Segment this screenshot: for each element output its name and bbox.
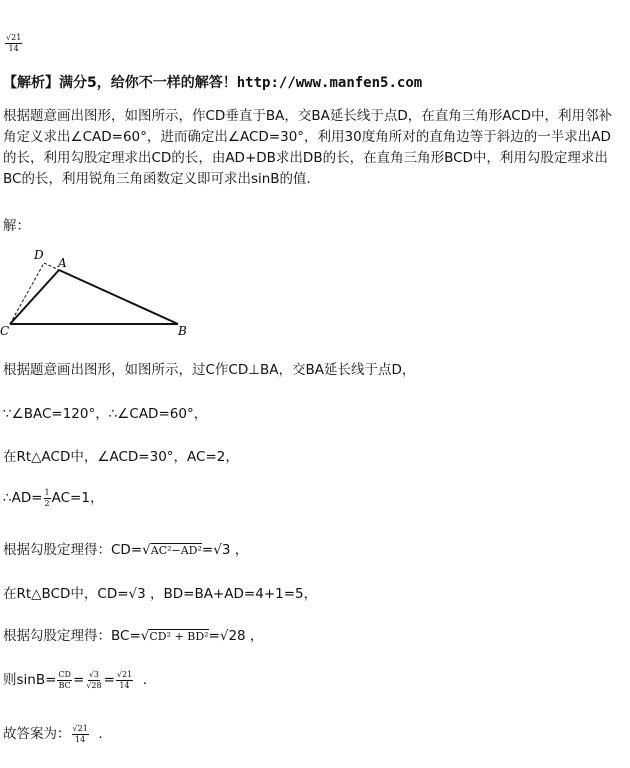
analysis-url: http://www.manfen5.com — [236, 75, 423, 91]
step-8-frac2-num: √3 — [88, 669, 100, 679]
step-8-frac1-num: CD — [58, 669, 71, 679]
sqrt-icon: √ — [140, 628, 150, 644]
top-answer-numerator: √21 — [6, 33, 22, 42]
step-9-pre: 故答案为： — [3, 726, 71, 742]
analysis-paragraph: 根据题意画出图形，如图所示，作CD垂直于BA，交BA延长线于点D，在直角三角形ACD中，利用邻补角定义求出∠CAD=60°，进而确定出∠ACD=30°，利用30度角所对的直角边等于斜边的一半求出AD的长，利用勾股定理求出CD的长，由AD+DB求出DB的长，在直角三角形BCD中，利用勾股定理求出BC的长，利用锐角三角函数定义即可求出sinB的值． — [3, 108, 613, 187]
step-1: 根据题意画出图形，如图所示，过C作CD⊥BA，交BA延长线于点D， — [3, 362, 416, 378]
side-ab — [59, 270, 178, 324]
analysis-heading: 满分5，给你不一样的解答！ — [59, 75, 237, 91]
step-3: 在Rt△ACD中，∠ACD=30°，AC=2， — [3, 449, 239, 465]
step-5-pre: 根据勾股定理得：CD= — [3, 542, 143, 558]
step-4 — [3, 486, 103, 508]
label-c: C — [0, 324, 10, 338]
top-answer-denominator: 14 — [8, 44, 19, 53]
step-4-den: 2 — [44, 498, 50, 508]
solution-label: 解： — [3, 218, 30, 234]
side-ca — [10, 270, 59, 324]
label-b: B — [178, 324, 187, 338]
step-4-pre: ∴AD= — [3, 490, 43, 506]
step-7-post: =√28 ， — [208, 628, 264, 644]
step-5-radicand: AC²−AD² — [150, 544, 202, 557]
step-9 — [3, 722, 112, 744]
label-a: A — [58, 256, 67, 270]
step-2: ∵∠BAC=120°，∴∠CAD=60°， — [3, 406, 208, 422]
triangle-figure — [0, 245, 200, 340]
step-5-post: =√3 ， — [201, 542, 249, 558]
step-4-post: AC=1， — [51, 490, 104, 506]
label-d: D — [34, 248, 44, 262]
step-8 — [3, 668, 156, 690]
step-8-frac3-den: 14 — [119, 680, 130, 690]
step-8-frac2-den: √28 — [86, 680, 102, 690]
step-8-end: ． — [142, 672, 157, 688]
analysis-header — [3, 72, 422, 92]
step-7-radicand: CD² + BD² — [149, 630, 209, 643]
line-da-dashed — [44, 263, 59, 270]
step-9-den: 14 — [75, 734, 86, 744]
sqrt-icon: √ — [142, 542, 151, 558]
step-8-eq1: = — [72, 672, 85, 688]
step-7 — [3, 624, 263, 644]
step-8-frac3-num: √21 — [116, 669, 133, 679]
step-7-pre: 根据勾股定理得：BC= — [3, 628, 141, 644]
step-5 — [3, 538, 248, 558]
step-8-frac1-den: BC — [58, 680, 71, 690]
step-8-eq2: = — [103, 672, 115, 688]
step-8-pre: 则sinB= — [3, 672, 57, 688]
step-4-num: 1 — [44, 487, 50, 497]
step-6: 在Rt△BCD中，CD=√3 ，BD=BA+AD=4+1=5， — [3, 586, 318, 602]
step-9-end: ． — [98, 726, 112, 742]
top-answer-fraction — [4, 34, 23, 53]
step-9-num: √21 — [72, 723, 88, 733]
analysis-tag: 【解析】 — [3, 75, 59, 91]
